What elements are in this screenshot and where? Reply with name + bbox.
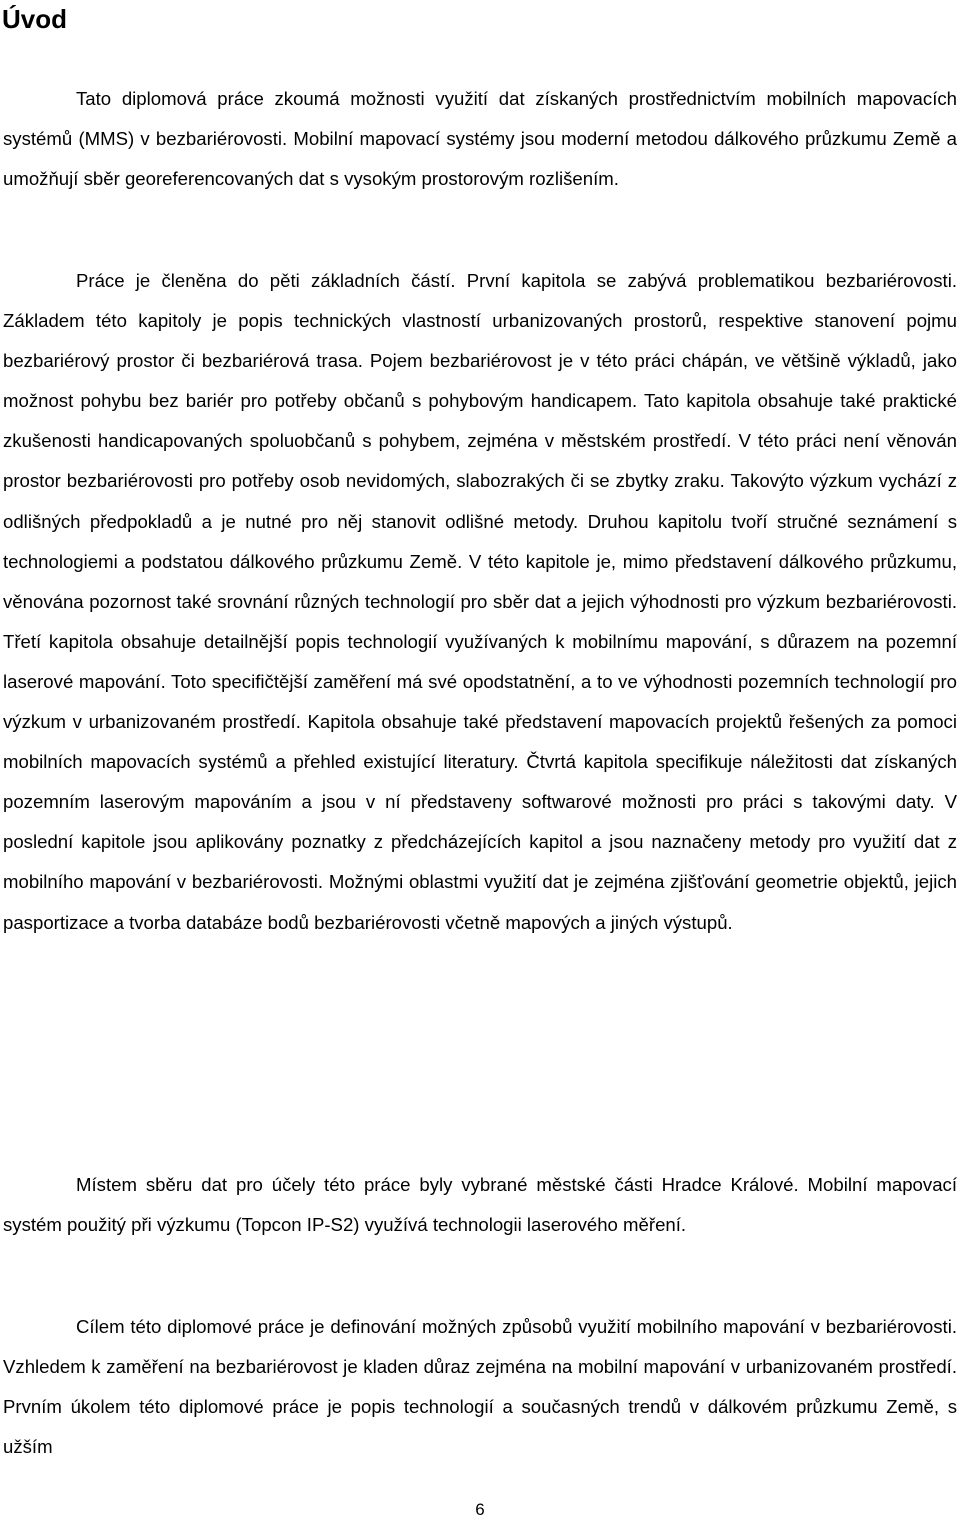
- page-number: 6: [475, 1500, 485, 1519]
- paragraph-structure: Práce je členěna do pěti základních částí. První kapitola se zabývá problematikou bezbariérovosti. Základem této kapitoly je popis technických vlastností urbanizovaných prostorů, respektive stanovení pojmu bezbariérový prostor či bezbariérová trasa. Pojem bezbariérovost je v této práci chápán, ve většině výkladů, jako možnost pohybu bez bariér pro potřeby občanů s pohybovým handicapem. Tato kapitola obsahuje také praktické zkušenosti handicapovaných spoluobčanů s pohybem, zejména v městském prostředí. V této práci není věnován prostor bezbariérovosti pro potřeby osob nevidomých, slabozrakých či se zbytky zraku. Takovýto výzkum vychází z odlišných předpokladů a je nutné pro něj stanovit odlišné metody. Druhou kapitolu tvoří stručné seznámení s technologiemi a podstatou dálkového průzkumu Země. V této kapitole je, mimo představení dálkového průzkumu, věnována pozornost také srovnání různých technologií pro sběr dat a jejich výhodnosti pro výzkum bezbariérovosti. Třetí kapitola obsahuje detailnější popis technologií využívaných k mobilnímu mapování, s důrazem na pozemní laserové mapování. Toto specifičtější zaměření má své opodstatnění, a to ve výhodnosti pozemních technologií pro výzkum v urbanizovaném prostředí. Kapitola obsahuje také představení mapovacích projektů řešených za pomoci mobilních mapovacích systémů a přehled existující literatury. Čtvrtá kapitola specifikuje náležitosti dat získaných pozemním laserovým mapováním a jsou v ní představeny softwarové možnosti pro práci s takovými daty. V poslední kapitole jsou aplikovány poznatky z předcházejících kapitol a jsou naznačeny metody pro využití dat z mobilního mapování v bezbariérovosti. Možnými oblastmi využití dat je zejména zjišťování geometrie objektů, jejich pasportizace a tvorba databáze bodů bezbariérovosti včetně mapových a jiných výstupů.: [3, 270, 957, 933]
- section-heading: Úvod: [2, 4, 67, 34]
- paragraph-intro: Tato diplomová práce zkoumá možnosti využití dat získaných prostřednictvím mobilních mapovacích systémů (MMS) v bezbariérovosti. Mobilní mapovací systémy jsou moderní metodou dálkového průzkumu Země a umožňují sběr georeferencovaných dat s vysokým prostorovým rozlišením.: [3, 88, 957, 189]
- paragraph-location: Místem sběru dat pro účely této práce byly vybrané městské části Hradce Králové. Mobilní mapovací systém použitý při výzkumu (Topcon IP-S2) využívá technologii laserového měření.: [3, 1174, 957, 1235]
- paragraph-goal: Cílem této diplomové práce je definování možných způsobů využití mobilního mapování v bezbariérovosti. Vzhledem k zaměření na bezbariérovost je kladen důraz zejména na mobilní mapování v urbanizovaném prostředí. Prvním úkolem této diplomové práce je popis technologií a současných trendů v dálkovém průzkumu Země, s užším: [3, 1316, 957, 1457]
